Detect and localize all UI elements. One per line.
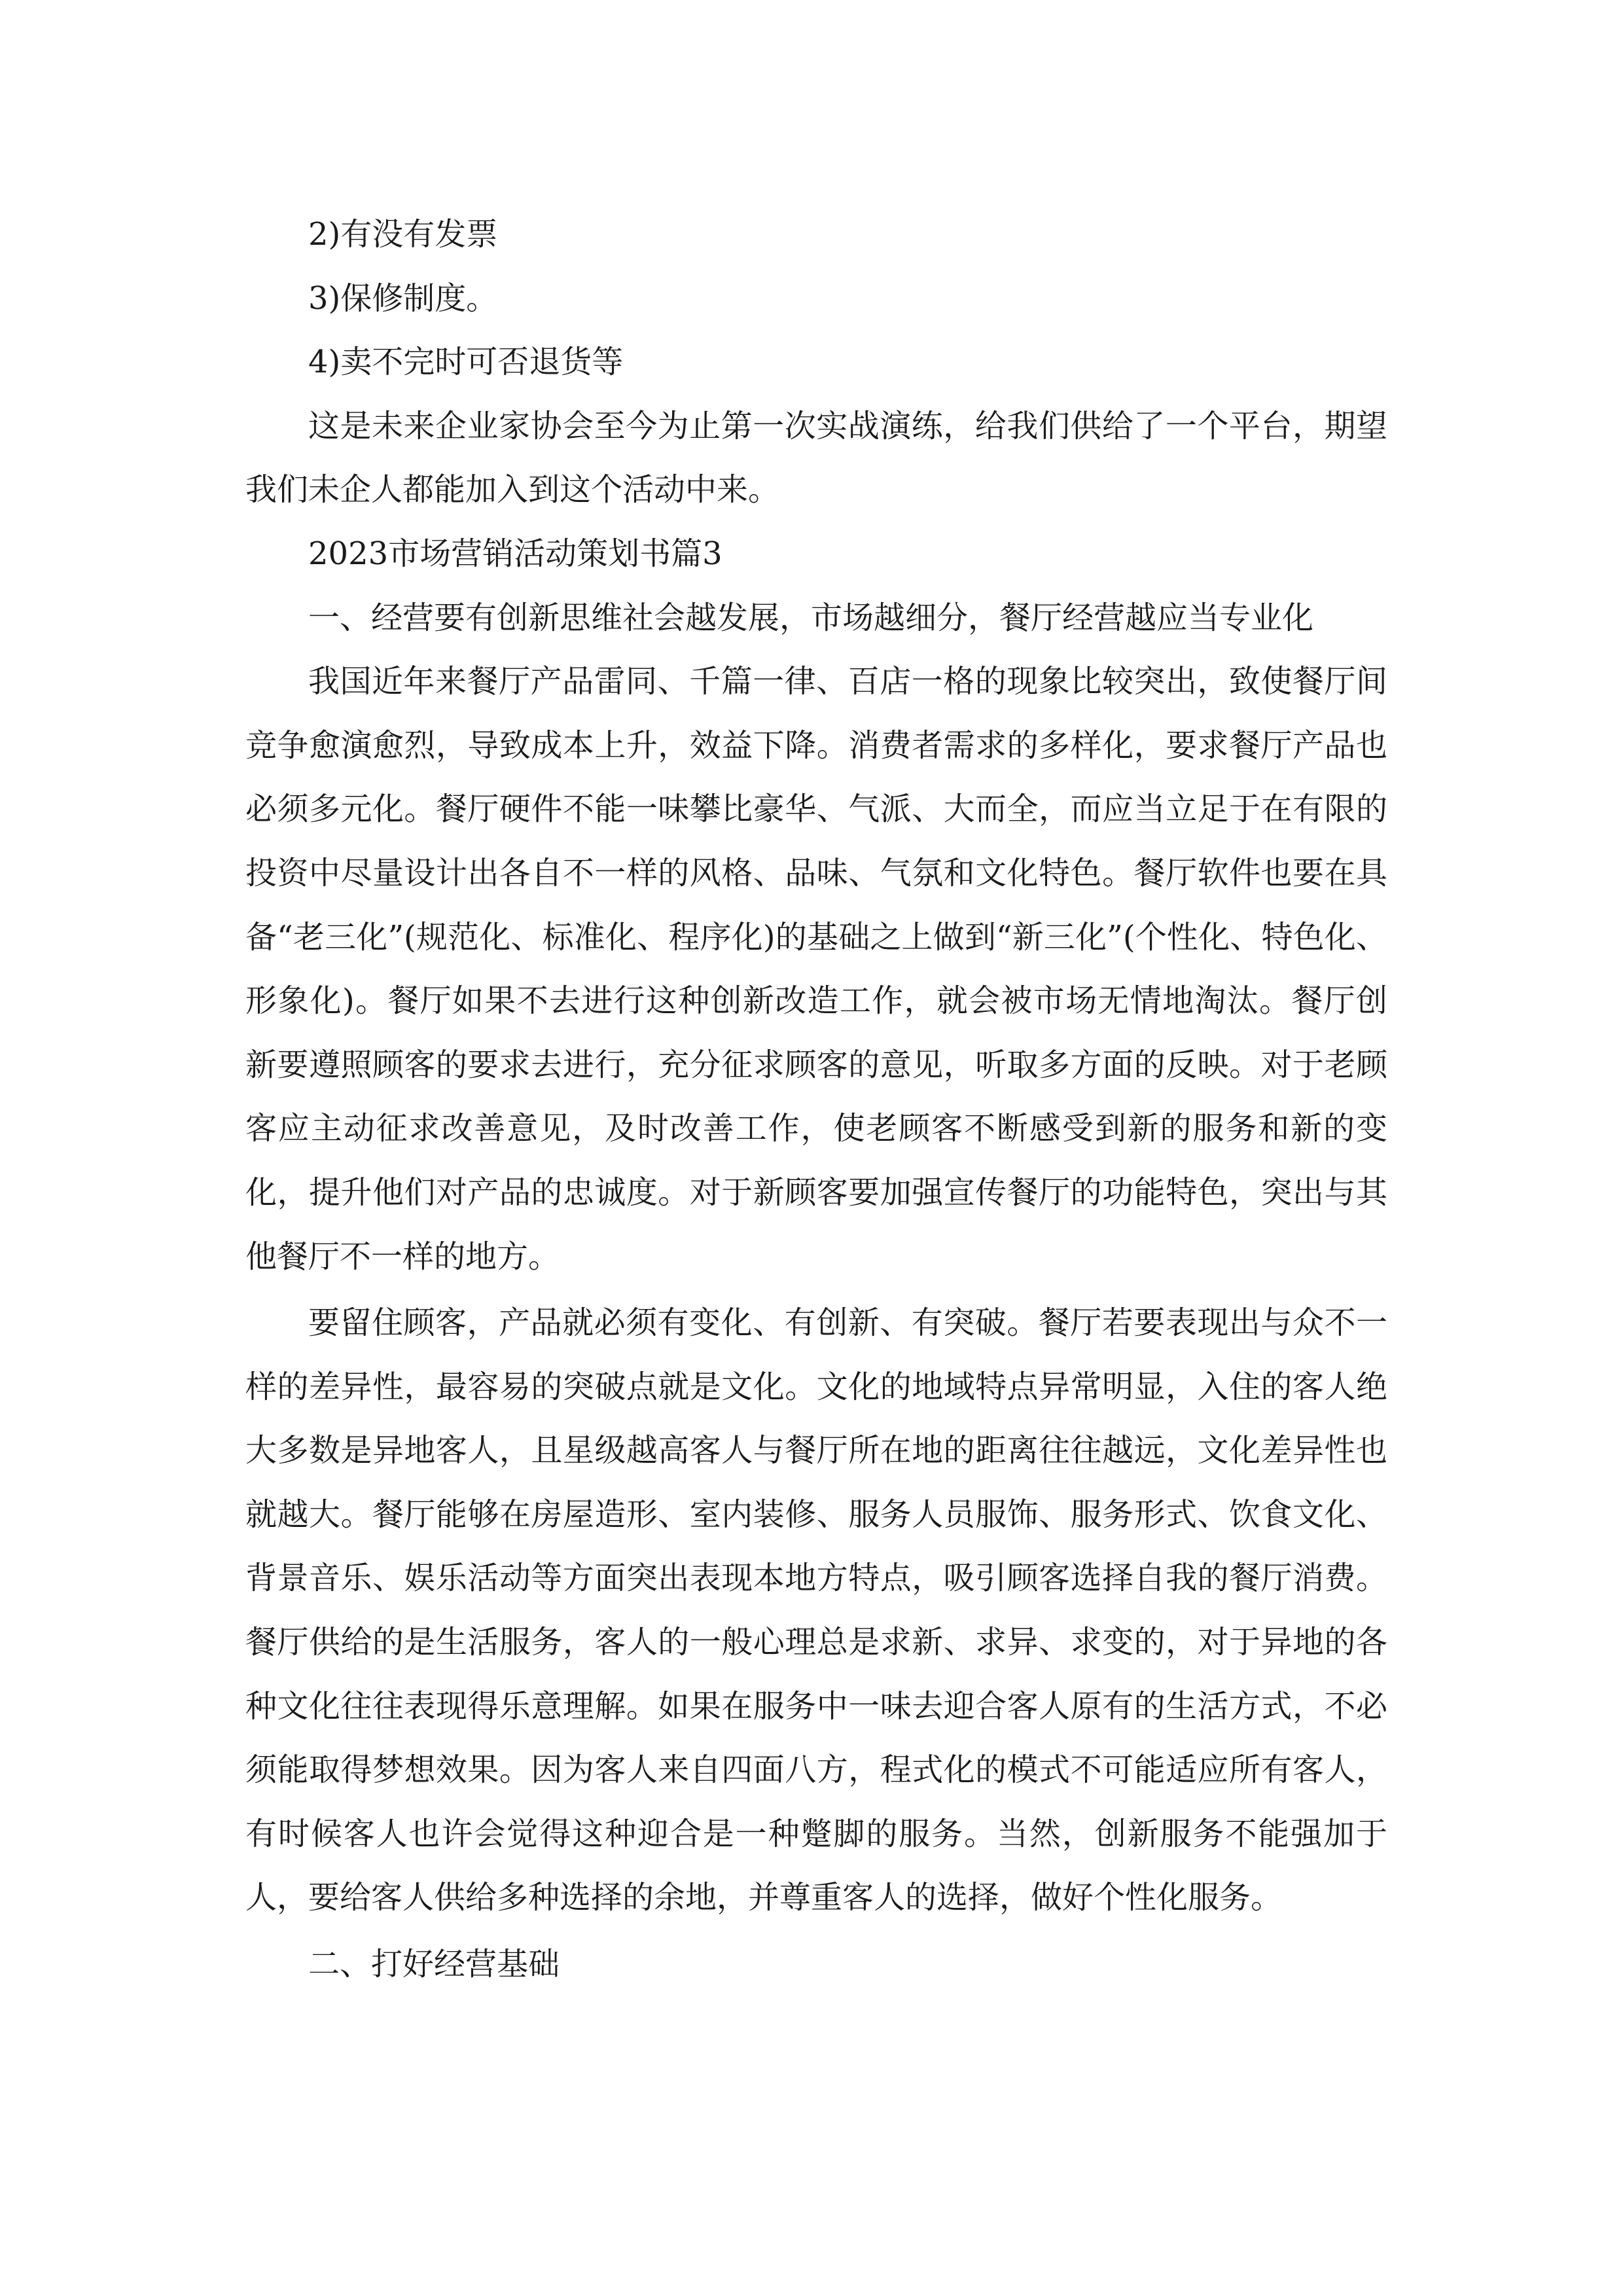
body-paragraph: 要留住顾客，产品就必须有变化、有创新、有突破。餐厅若要表现出与众不一样的差异性，最容易的突破点就是文化。文化的地域特点异常明显，入住的客人绝大多数是异地客人，且星级越高客人与餐厅所在地的距离往往越远，文化差异性也就越大。餐厅能够在房屋造形、室内装修、服务人员服饰、服务形式、饮食文化、背景音乐、娱乐活动等方面突出表现本地方特点，吸引顾客选择自我的餐厅消费。餐厅供给的是生活服务，客人的一般心理总是求新、求异、求变的，对于异地的各种文化往往表现得乐意理解。如果在服务中一味去迎合客人原有的生活方式，不必须能取得梦想效果。因为客人来自四面八方，程式化的模式不可能适应所有客人，有时候客人也许会觉得这种迎合是一种蹩脚的服务。当然，创新服务不能强加于人，要给客人供给多种选择的余地，并尊重客人的选择，做好个性化服务。 bbox=[245, 1304, 1387, 1916]
list-item-warranty: 3)保修制度。 bbox=[308, 279, 498, 317]
document-body bbox=[245, 203, 1387, 1997]
list-item-return: 4)卖不完时可否退货等 bbox=[308, 344, 624, 381]
section-heading: 2023市场营销活动策划书篇3 bbox=[308, 535, 722, 572]
body-paragraph: 我国近年来餐厅产品雷同、千篇一律、百店一格的现象比较突出，致使餐厅间竞争愈演愈烈，导致成本上升，效益下降。消费者需求的多样化，要求餐厅产品也必须多元化。餐厅硬件不能一味攀比豪华、气派、大而全，而应当立足于在有限的投资中尽量设计出各自不一样的风格、品味、气氛和文化特色。餐厅软件也要在具备“老三化”(规范化、标准化、程序化)的基础之上做到“新三化”(个性化、特色化、形象化)。餐厅如果不去进行这种创新改造工作，就会被市场无情地淘汰。餐厅创新要遵照顾客的要求去进行，充分征求顾客的意见，听取多方面的反映。对于老顾客应主动征求改善意见，及时改善工作，使老顾客不断感受到新的服务和新的变化，提升他们对产品的忠诚度。对于新顾客要加强宣传餐厅的功能特色，突出与其他餐厅不一样的地方。 bbox=[245, 663, 1387, 1275]
list-item-invoice: 2)有没有发票 bbox=[308, 216, 498, 253]
section-point-two: 二、打好经营基础 bbox=[308, 1946, 560, 1983]
section-point-one: 一、经营要有创新思维社会越发展，市场越细分，餐厅经营越应当专业化 bbox=[308, 599, 1314, 636]
closing-paragraph: 这是未来企业家协会至今为止第一次实战演练，给我们供给了一个平台，期望我们未企人都能加入到这个活动中来。 bbox=[245, 407, 1387, 509]
